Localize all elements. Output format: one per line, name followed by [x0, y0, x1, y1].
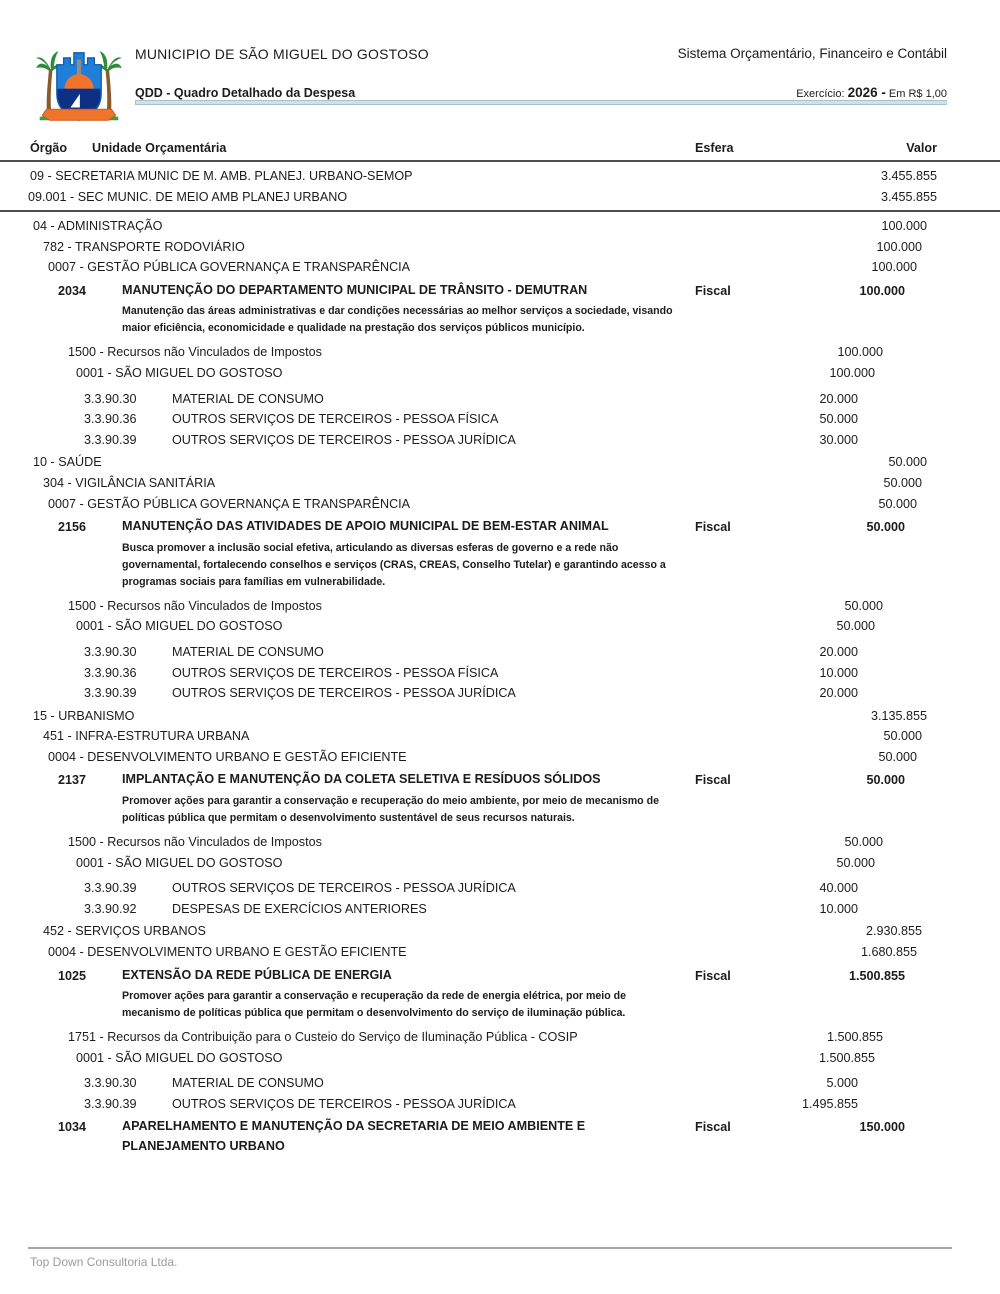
row-fonte_det — [0, 616, 1000, 637]
valor-cell: 50.000 — [878, 749, 917, 764]
currency-note: Em R$ 1,00 — [888, 88, 947, 100]
action-description: Promover ações para garantir a conservação e recuperação da rede de energia elétrica, por meio de mecanismo de políticas pública que permitam o desenvolvimento do serviço de iluminação pública. — [122, 990, 627, 1020]
label-cell: 451 - INFRA-ESTRUTURA URBANA — [43, 729, 250, 744]
esfera-cell: Fiscal — [695, 773, 731, 788]
label-cell: 0001 - SÃO MIGUEL DO GOSTOSO — [76, 1050, 283, 1065]
row-elemento — [0, 430, 1000, 451]
label-cell: 1500 - Recursos não Vinculados de Impostos — [68, 345, 322, 360]
row-programa — [0, 257, 1000, 278]
action-title: IMPLANTAÇÃO E MANUTENÇÃO DA COLETA SELETIVA E RESÍDUOS SÓLIDOS — [122, 772, 601, 787]
section-divider — [0, 210, 1000, 212]
action-code: 2137 — [58, 773, 87, 788]
element-code: 3.3.90.39 — [84, 881, 137, 896]
action-description: Busca promover a inclusão social efetiva, articulando as diversas esferas de governo e a rede não governamental, fortalecendo conselhos e serviços (CRAS, CREAS, Conselho Tutelar) e garantindo acesso a programas sociais para famílias em vulnerabilidade. — [122, 541, 666, 588]
valor-cell: 50.000 — [866, 773, 905, 788]
action-code: 2156 — [58, 520, 87, 535]
valor-cell: 2.930.855 — [865, 924, 922, 939]
label-cell: 1500 - Recursos não Vinculados de Impostos — [68, 598, 322, 613]
valor-cell: 50.000 — [883, 729, 922, 744]
label-cell: 304 - VIGILÂNCIA SANITÁRIA — [43, 476, 216, 491]
row-programa — [0, 747, 1000, 768]
row-elemento — [0, 878, 1000, 899]
valor-cell: 150.000 — [859, 1120, 905, 1135]
action-title: MANUTENÇÃO DO DEPARTAMENTO MUNICIPAL DE TRÂNSITO - DEMUTRAN — [122, 282, 588, 297]
valor-cell: 5.000 — [826, 1076, 858, 1091]
column-valor: Valor — [906, 141, 937, 155]
column-unidade: Unidade Orçamentária — [92, 141, 227, 155]
valor-cell: 50.000 — [844, 598, 883, 613]
row-elemento — [0, 899, 1000, 920]
row-programa — [0, 942, 1000, 963]
label-cell: 452 - SERVIÇOS URBANOS — [43, 924, 206, 939]
action-code: 2034 — [58, 283, 87, 298]
row-acao — [0, 515, 1000, 596]
row-fonte — [0, 832, 1000, 853]
valor-cell: 1.680.855 — [860, 944, 917, 959]
label-cell: 782 - TRANSPORTE RODOVIÁRIO — [43, 239, 245, 254]
element-title: DESPESAS DE EXERCÍCIOS ANTERIORES — [172, 901, 427, 916]
valor-cell: 50.000 — [836, 855, 875, 870]
valor-cell: 30.000 — [819, 432, 858, 447]
valor-cell: 1.495.855 — [801, 1096, 858, 1111]
valor-cell: 100.000 — [876, 239, 922, 254]
row-subfuncao — [0, 237, 1000, 258]
action-title: APARELHAMENTO E MANUTENÇÃO DA SECRETARIA DE MEIO AMBIENTE E PLANEJAMENTO URBANO — [122, 1119, 586, 1153]
label-cell: 04 - ADMINISTRAÇÃO — [33, 219, 163, 234]
row-acao — [0, 964, 1000, 1028]
esfera-cell: Fiscal — [695, 968, 731, 983]
report-rows — [0, 166, 1000, 1156]
row-fonte_det — [0, 1048, 1000, 1069]
element-code: 3.3.90.39 — [84, 1096, 137, 1111]
footer-company: Top Down Consultoria Ltda. — [30, 1255, 178, 1269]
action-code: 1025 — [58, 968, 87, 983]
valor-cell: 20.000 — [819, 391, 858, 406]
label-cell: 0004 - DESENVOLVIMENTO URBANO E GESTÃO EFICIENTE — [48, 749, 407, 764]
valor-cell: 3.455.855 — [880, 189, 937, 204]
action-title: EXTENSÃO DA REDE PÚBLICA DE ENERGIA — [122, 967, 392, 982]
valor-cell: 1.500.855 — [826, 1030, 883, 1045]
row-elemento — [0, 389, 1000, 410]
valor-cell: 50.000 — [888, 455, 927, 470]
row-unidade — [0, 187, 1000, 208]
column-header — [0, 141, 1000, 162]
element-title: OUTROS SERVIÇOS DE TERCEIROS - PESSOA JURÍDICA — [172, 1096, 516, 1111]
valor-cell: 10.000 — [819, 665, 858, 680]
row-subfuncao — [0, 726, 1000, 747]
row-elemento — [0, 642, 1000, 663]
row-funcao — [0, 706, 1000, 727]
row-funcao — [0, 216, 1000, 237]
esfera-cell: Fiscal — [695, 1120, 731, 1135]
action-description: Manutenção das áreas administrativas e dar condições necessárias ao melhor serviços a sociedade, visando maior eficiência, economicidade e qualidade na prestação dos serviços públicos município. — [122, 305, 673, 335]
valor-cell: 100.000 — [871, 260, 917, 275]
element-title: OUTROS SERVIÇOS DE TERCEIROS - PESSOA JURÍDICA — [172, 432, 516, 447]
label-cell: 1500 - Recursos não Vinculados de Impostos — [68, 834, 322, 849]
valor-cell: 50.000 — [883, 476, 922, 491]
row-acao — [0, 768, 1000, 832]
valor-cell: 3.455.855 — [880, 169, 937, 183]
valor-cell: 10.000 — [819, 901, 858, 916]
row-programa — [0, 494, 1000, 515]
element-title: OUTROS SERVIÇOS DE TERCEIROS - PESSOA JURÍDICA — [172, 686, 516, 701]
action-description: Promover ações para garantir a conservação e recuperação do meio ambiente, por meio de mecanismo de políticas pública que permitam o desenvolvimento sustentável de seus recursos naturais. — [122, 794, 659, 824]
row-acao — [0, 1115, 1000, 1156]
page-header — [0, 0, 1000, 140]
row-fonte — [0, 1027, 1000, 1048]
system-name: Sistema Orçamentário, Financeiro e Contábil — [677, 46, 947, 61]
label-cell: 1751 - Recursos da Contribuição para o Custeio do Serviço de Iluminação Pública - COSIP — [68, 1030, 578, 1045]
valor-cell: 20.000 — [819, 644, 858, 659]
header-divider — [135, 100, 947, 105]
element-title: OUTROS SERVIÇOS DE TERCEIROS - PESSOA FÍSICA — [172, 665, 499, 680]
valor-cell: 100.000 — [829, 366, 875, 381]
label-cell: 0001 - SÃO MIGUEL DO GOSTOSO — [76, 366, 283, 381]
label-cell: 0001 - SÃO MIGUEL DO GOSTOSO — [76, 855, 283, 870]
row-fonte_det — [0, 853, 1000, 874]
element-title: MATERIAL DE CONSUMO — [172, 391, 324, 406]
action-title: MANUTENÇÃO DAS ATIVIDADES DE APOIO MUNICIPAL DE BEM-ESTAR ANIMAL — [122, 519, 609, 534]
report-table — [0, 141, 1000, 1156]
municipality-name: MUNICIPIO DE SÃO MIGUEL DO GOSTOSO — [135, 46, 429, 62]
esfera-cell: Fiscal — [695, 283, 731, 298]
label-cell: 15 - URBANISMO — [33, 708, 135, 723]
element-code: 3.3.90.30 — [84, 644, 137, 659]
row-elemento — [0, 409, 1000, 430]
label-cell: 0007 - GESTÃO PÚBLICA GOVERNANÇA E TRANSPARÊNCIA — [48, 260, 411, 275]
element-title: OUTROS SERVIÇOS DE TERCEIROS - PESSOA JURÍDICA — [172, 881, 516, 896]
element-code: 3.3.90.30 — [84, 1076, 137, 1091]
footer-divider — [28, 1247, 952, 1249]
report-title: QDD - Quadro Detalhado da Despesa — [135, 86, 356, 100]
valor-cell: 50.000 — [836, 619, 875, 634]
row-elemento — [0, 1094, 1000, 1115]
exercise-info — [796, 85, 947, 100]
element-code: 3.3.90.39 — [84, 686, 137, 701]
element-code: 3.3.90.36 — [84, 665, 137, 680]
label-cell: 0004 - DESENVOLVIMENTO URBANO E GESTÃO EFICIENTE — [48, 944, 407, 959]
row-acao — [0, 279, 1000, 343]
element-code: 3.3.90.30 — [84, 391, 137, 406]
action-code: 1034 — [58, 1120, 87, 1135]
row-fonte_det — [0, 363, 1000, 384]
row-fonte — [0, 596, 1000, 617]
valor-cell: 20.000 — [819, 686, 858, 701]
element-code: 3.3.90.36 — [84, 412, 137, 427]
row-subfuncao — [0, 921, 1000, 942]
column-orgao: Órgão — [30, 141, 68, 155]
valor-cell: 1.500.855 — [848, 968, 905, 983]
municipal-coat-of-arms-icon — [36, 34, 122, 128]
exercise-label: Exercício: — [796, 88, 845, 100]
valor-cell: 100.000 — [837, 345, 883, 360]
esfera-cell: Fiscal — [695, 520, 731, 535]
valor-cell: 50.000 — [866, 520, 905, 535]
valor-cell: 1.500.855 — [818, 1050, 875, 1065]
label-cell: 0007 - GESTÃO PÚBLICA GOVERNANÇA E TRANSPARÊNCIA — [48, 496, 411, 511]
label-cell: 09 - SECRETARIA MUNIC DE M. AMB. PLANEJ. URBANO-SEMOP — [30, 169, 413, 183]
valor-cell: 40.000 — [819, 881, 858, 896]
column-esfera: Esfera — [695, 141, 734, 155]
element-title: OUTROS SERVIÇOS DE TERCEIROS - PESSOA FÍSICA — [172, 412, 499, 427]
element-code: 3.3.90.92 — [84, 901, 137, 916]
label-cell: 10 - SAÚDE — [33, 455, 102, 470]
row-orgao — [0, 166, 1000, 187]
row-elemento — [0, 1073, 1000, 1094]
row-fonte — [0, 342, 1000, 363]
valor-cell: 50.000 — [878, 496, 917, 511]
valor-cell: 100.000 — [881, 219, 927, 234]
row-subfuncao — [0, 473, 1000, 494]
valor-cell: 100.000 — [859, 283, 905, 298]
label-cell: 09.001 - SEC MUNIC. DE MEIO AMB PLANEJ URBANO — [28, 189, 348, 204]
valor-cell: 50.000 — [819, 412, 858, 427]
element-code: 3.3.90.39 — [84, 432, 137, 447]
element-title: MATERIAL DE CONSUMO — [172, 1076, 324, 1091]
element-title: MATERIAL DE CONSUMO — [172, 644, 324, 659]
exercise-year: 2026 - — [847, 85, 886, 100]
valor-cell: 50.000 — [844, 834, 883, 849]
row-elemento — [0, 683, 1000, 704]
valor-cell: 3.135.855 — [870, 708, 927, 723]
row-funcao — [0, 452, 1000, 473]
label-cell: 0001 - SÃO MIGUEL DO GOSTOSO — [76, 619, 283, 634]
row-elemento — [0, 663, 1000, 684]
